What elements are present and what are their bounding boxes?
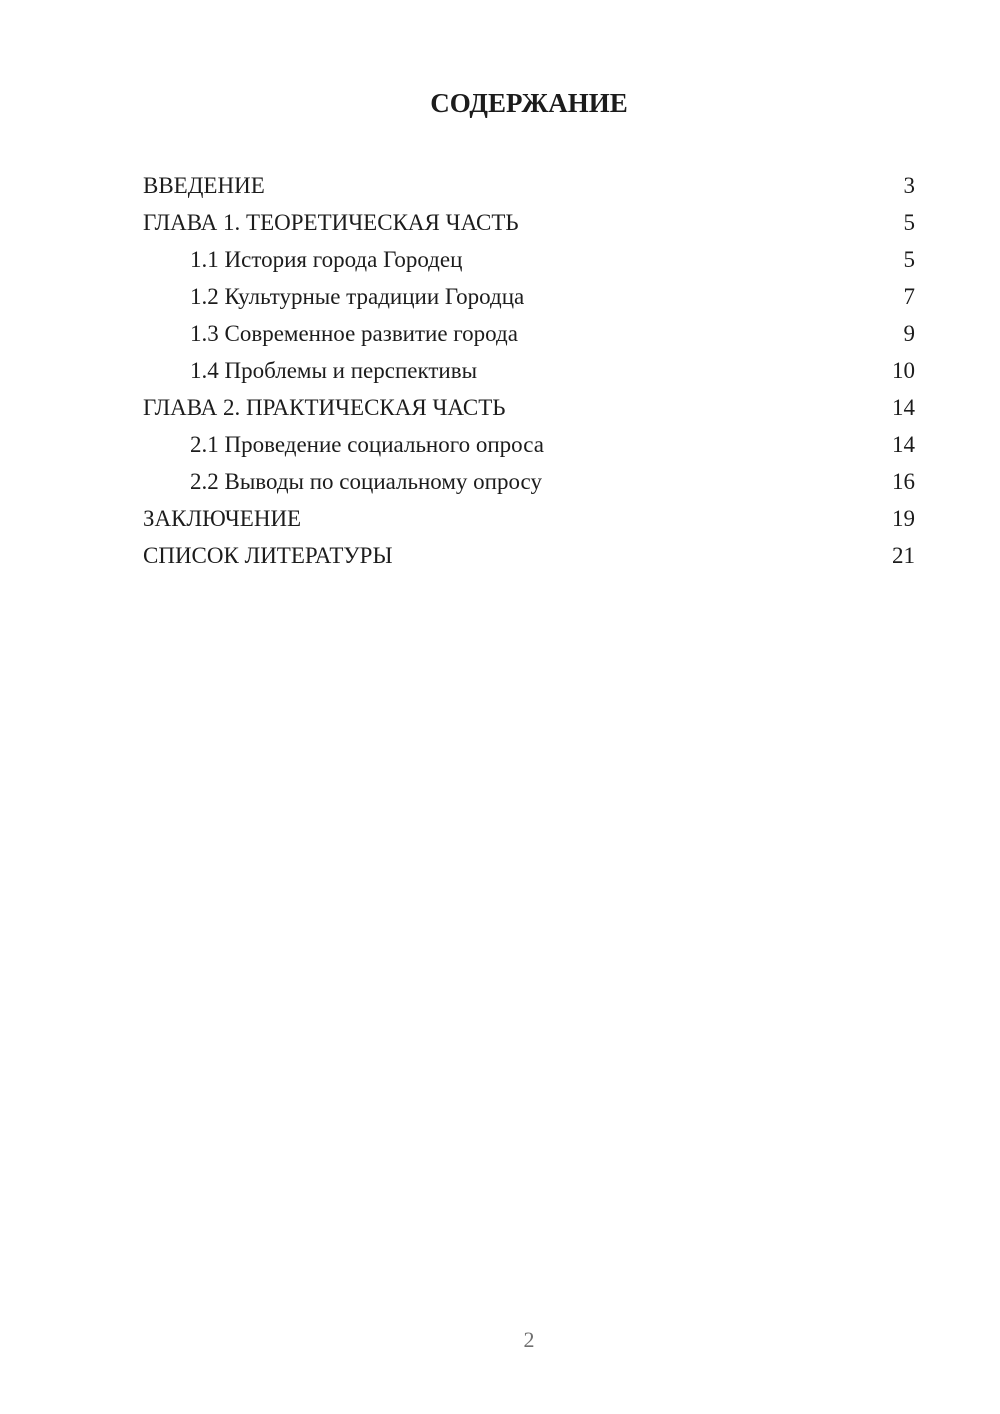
toc-entry <box>143 352 915 389</box>
toc-entry <box>143 241 915 278</box>
toc-entry-label: 1.3 Современное развитие города <box>190 321 518 346</box>
toc-entry-label: 1.4 Проблемы и перспективы <box>190 358 478 383</box>
toc-entry-page-number: 16 <box>892 469 915 494</box>
toc-entry-label: 1.2 Культурные традиции Городца <box>190 284 525 309</box>
toc-entry-page-number: 3 <box>903 173 915 198</box>
toc-entry <box>143 167 915 204</box>
footer-page-number: 2 <box>523 1327 535 1352</box>
toc-entry <box>143 278 915 315</box>
toc-entry <box>143 204 915 241</box>
toc-entry-label: 2.2 Выводы по социальному опросу <box>190 469 542 494</box>
toc-entry <box>143 389 915 426</box>
toc-entry-label: ЗАКЛЮЧЕНИЕ <box>143 506 302 531</box>
toc-entry-page-number: 5 <box>903 247 915 272</box>
toc-entry <box>143 463 915 500</box>
toc-entry <box>143 537 915 574</box>
toc-entry-page-number: 7 <box>903 284 915 309</box>
toc-entry <box>143 315 915 352</box>
toc-entry <box>143 500 915 537</box>
toc-entry-page-number: 19 <box>892 506 915 531</box>
toc-entry-label: ГЛАВА 2. ПРАКТИЧЕСКАЯ ЧАСТЬ <box>143 395 506 420</box>
toc-entry-page-number: 21 <box>892 543 915 568</box>
toc-entry-page-number: 14 <box>892 432 915 457</box>
toc-entry-page-number: 5 <box>903 210 915 235</box>
toc-entry-label: 2.1 Проведение социального опроса <box>190 432 544 457</box>
toc-entry <box>143 426 915 463</box>
toc-entry-page-number: 10 <box>892 358 915 383</box>
toc-entry-label: 1.1 История города Городец <box>190 247 463 272</box>
toc-entry-page-number: 14 <box>892 395 915 420</box>
toc-entry-page-number: 9 <box>903 321 915 346</box>
toc-entry-label: ГЛАВА 1. ТЕОРЕТИЧЕСКАЯ ЧАСТЬ <box>143 210 519 235</box>
page-title: СОДЕРЖАНИЕ <box>430 88 628 118</box>
table-of-contents <box>143 167 915 574</box>
toc-entry-label: СПИСОК ЛИТЕРАТУРЫ <box>143 543 393 568</box>
toc-entry-label: ВВЕДЕНИЕ <box>143 173 265 198</box>
